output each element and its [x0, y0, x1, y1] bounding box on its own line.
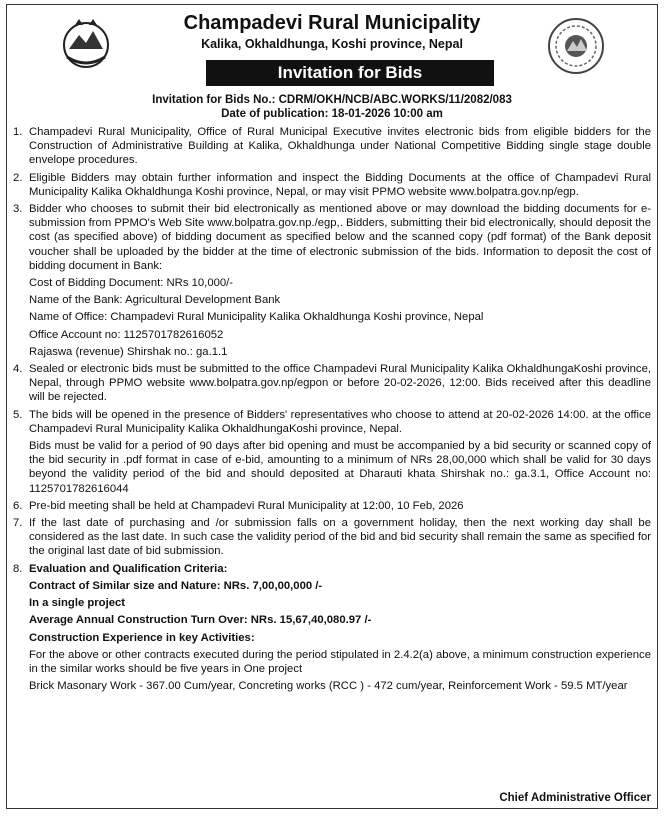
bid-clauses [7, 125, 657, 693]
clause-number: 6. [13, 499, 23, 512]
bank-line: Name of Office: Champadevi Rural Municipality Kalika Okhaldhunga Koshi province, Nepal [29, 311, 484, 324]
clause-item [7, 516, 657, 559]
page-subtitle: Kalika, Okhaldhunga, Koshi province, Nepal [201, 37, 463, 51]
clause-number: 3. [13, 203, 23, 216]
clause-text: Bidder who chooses to submit their bid electronically as mentioned above or may download the bidding documents for e-submission from PPMO's Web Site www.bolpatra.gov.np./egp,. Bidders, submitting their bid electronically, should deposit the cost (as specified above) of bidding document as specified below and the scanned copy (pdf format) of the Bank deposit voucher shall be uploaded by the bidder at the time of electronic submission of the bids. Information to deposit the cost of bidding document in Bank: [29, 203, 651, 272]
similar-contract: Contract of Similar size and Nature: NRs. 7,00,00,000 /- [29, 579, 323, 592]
notice-page [6, 4, 658, 809]
nepal-emblem-icon [57, 13, 115, 71]
bids-banner: Invitation for Bids [206, 60, 494, 86]
clause-number: 5. [13, 408, 23, 421]
turnover: Average Annual Construction Turn Over: NRs. 15,67,40,080.97 /- [29, 614, 372, 627]
experience-heading: Construction Experience in key Activities: [29, 631, 255, 644]
clause-number: 1. [13, 126, 23, 138]
clause-number: 7. [13, 517, 23, 530]
clause-text: Champadevi Rural Municipality, Office of Rural Municipal Executive invites electronic bids from eligible bidders for the Construction of Administrative Building at Kalika, Okhaldhunga under National Competitive Bidding single stage double envelope procedures. [29, 126, 651, 167]
clause-number: 8. [13, 562, 23, 575]
clause-text: If the last date of purchasing and /or submission falls on a government holiday, then the next working day shall be considered as the last date. In such case the validity period of the bid and bid security shall remain the same as specified for the original last date of bid submission. [29, 517, 651, 558]
clause-number: 4. [13, 363, 23, 376]
publication-date: Date of publication: 18-01-2026 10:00 am [221, 108, 443, 120]
criteria-heading: Evaluation and Qualification Criteria: [29, 562, 228, 575]
key-works: Brick Masonary Work - 367.00 Cum/year, Concreting works (RCC ) - 472 cum/year, Reinforcement Work - 59.5 MT/year [29, 680, 628, 693]
clause-item [7, 362, 657, 405]
bid-validity-paragraph: Bids must be valid for a period of 90 days after bid opening and must be accompanied by a bid security or scanned copy of the bid security in .pdf format in case of e-bid, amounting to a minimum of NRs 28,00,000 which shall be valid for 30 days beyond the validity period of the bid and should deposited at Dharauti khata Shirshak no.: ga.3.1, Office Account no: 1125701782616044 [29, 440, 651, 495]
header [7, 5, 657, 93]
bank-line: Cost of Bidding Document: NRs 10,000/- [29, 277, 234, 290]
clause-item [7, 171, 657, 199]
bank-line: Name of the Bank: Agricultural Development Bank [29, 294, 281, 307]
experience-text: For the above or other contracts executed during the period stipulated in 2.4.2(a) above, a minimum construction experience in the similar works should be five years in One project [29, 648, 651, 675]
signatory: Chief Administrative Officer [499, 792, 651, 804]
clause-text: Pre-bid meeting shall be held at Champadevi Rural Municipality at 12:00, 10 Feb, 2026 [29, 499, 464, 512]
bank-line: Rajaswa (revenue) Shirshak no.: ga.1.1 [29, 345, 228, 358]
criteria-item [7, 562, 657, 694]
clause-item [7, 499, 657, 513]
single-project: In a single project [29, 597, 126, 610]
clause-text: The bids will be opened in the presence of Bidders' representatives who choose to attend at 20-02-2026 14:00. at the office Champadevi Rural Municipality Kalika OkhaldhungaKoshi province, Nepal. [29, 408, 651, 435]
clause-item [7, 202, 657, 359]
municipality-seal-icon [547, 17, 605, 75]
page-title: Champadevi Rural Municipality [183, 12, 481, 34]
clause-text: Eligible Bidders may obtain further information and inspect the Bidding Documents at the office of Champadevi Rural Municipality Kalika Okhaldhunga Koshi province, Nepal, or may visit PPMO website www.bolpatra.gov.np/egp. [29, 171, 651, 198]
clause-item [7, 408, 657, 496]
bank-line: Office Account no: 1125701782616052 [29, 328, 224, 341]
clause-item [7, 125, 657, 168]
clause-number: 2. [13, 171, 23, 184]
clause-text: Sealed or electronic bids must be submitted to the office Champadevi Rural Municipality Kalika OkhaldhungaKoshi province, Nepal, through PPMO website www.bolpatra.gov.np/egpon or before 20-02-2026, 12:00. Bids received after this deadline will be rejected. [29, 363, 651, 404]
bid-reference: Invitation for Bids No.: CDRM/OKH/NCB/ABC.WORKS/11/2082/083 [152, 94, 512, 106]
